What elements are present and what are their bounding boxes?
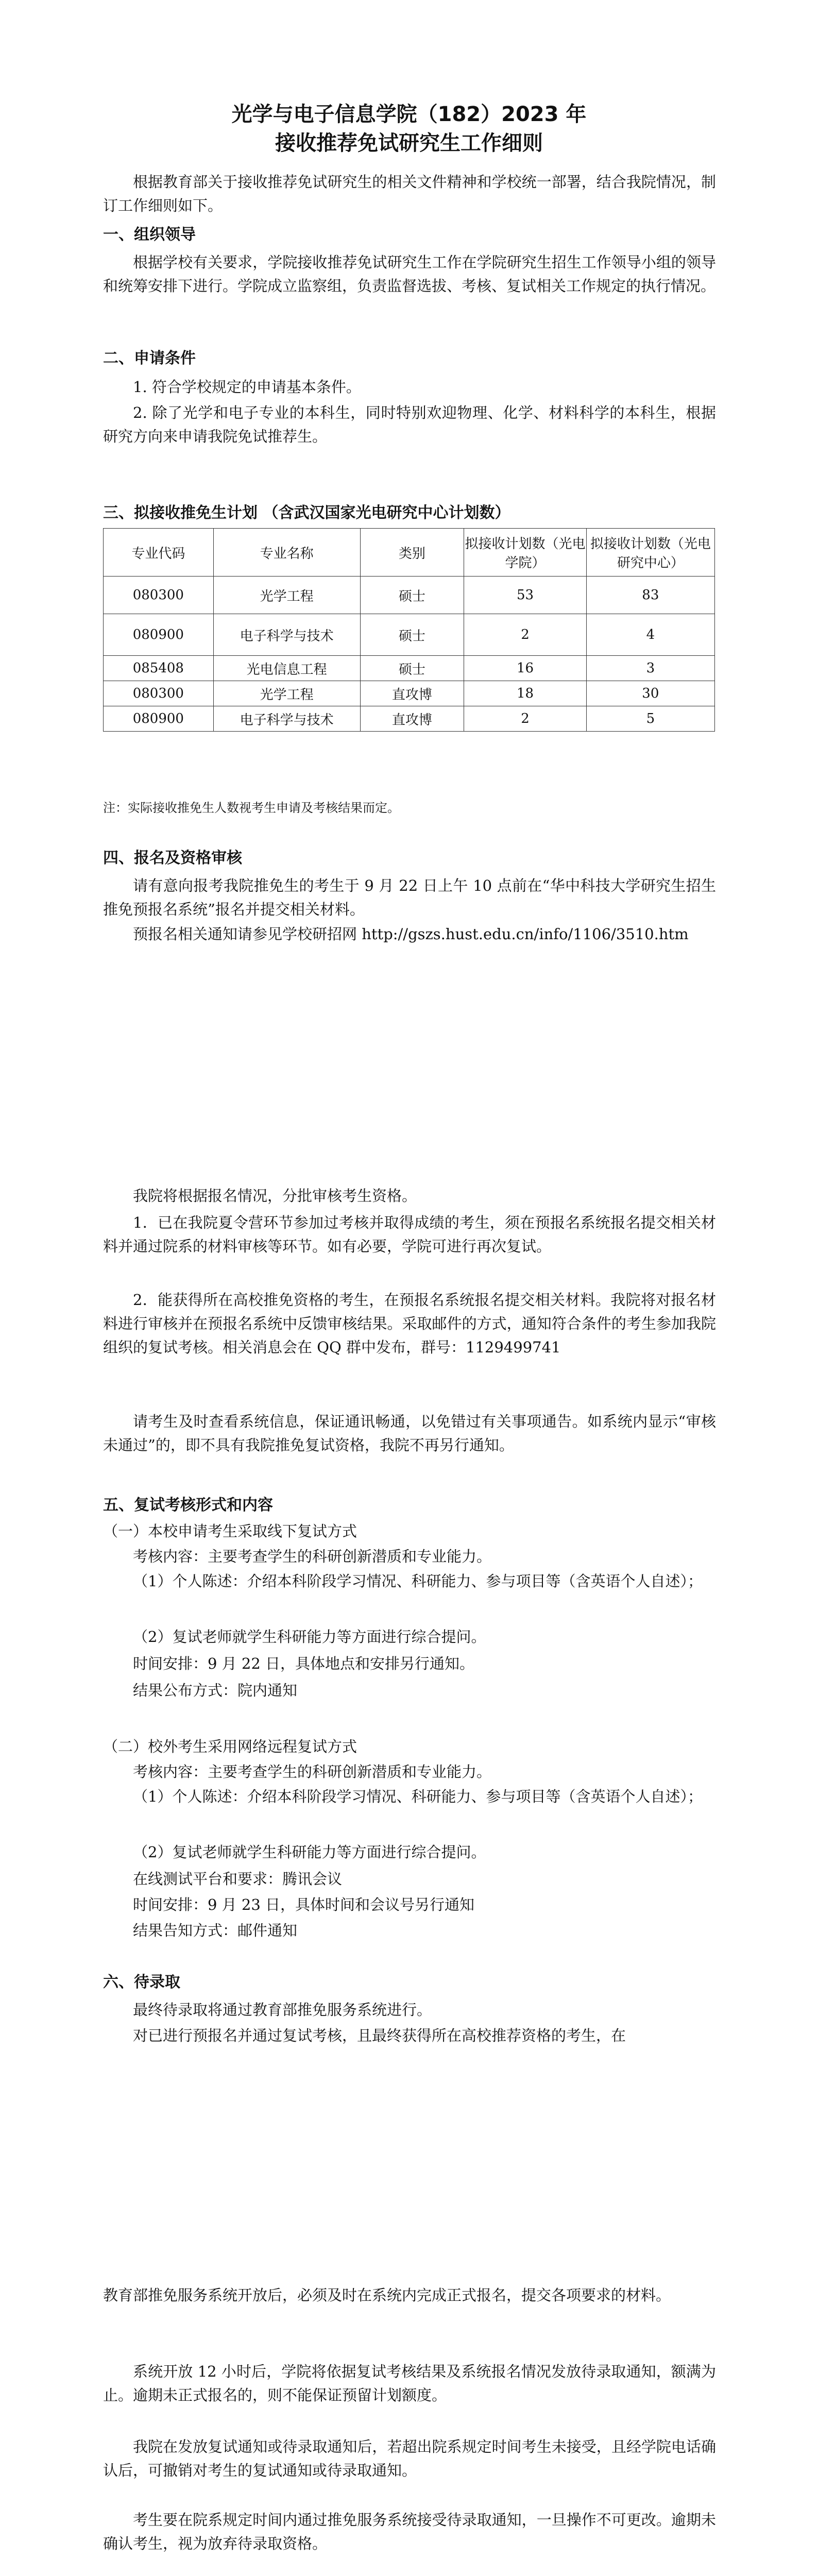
table-cell: 2 bbox=[464, 706, 586, 732]
table-cell: 硕士 bbox=[360, 614, 464, 656]
doc-title-line2: 接收推荐免试研究生工作细则 bbox=[275, 131, 543, 155]
section6-heading: 六、待录取 bbox=[103, 1973, 180, 1991]
table-row bbox=[104, 706, 715, 732]
table-cell: 光学工程 bbox=[213, 681, 360, 706]
table-row bbox=[104, 656, 715, 681]
table-cell: 3 bbox=[586, 656, 714, 681]
table-cell: 080900 bbox=[104, 614, 214, 656]
table-cell: 080900 bbox=[104, 706, 214, 732]
section4-paragraph-1: 请有意向报考我院推免生的考生于 9 月 22 日上午 10 点前在“华中科技大学研究生招生推免预报名系统”报名并提交相关材料。 bbox=[103, 877, 716, 918]
intro-paragraph: 根据教育部关于接收推荐免试研究生的相关文件精神和学校统一部署，结合我院情况，制订工作细则如下。 bbox=[103, 173, 716, 214]
table-header-cell: 拟接收计划数（光电学院） bbox=[464, 529, 586, 577]
section5-b-item2: （2）复试老师就学生科研能力等方面进行综合提问。 bbox=[133, 1843, 486, 1861]
section2-item2: 2. 除了光学和电子专业的本科生，同时特别欢迎物理、化学、材料科学的本科生，根据研究方向来申请我院免试推荐生。 bbox=[103, 404, 716, 445]
section5-sub1: （一）本校申请考生采取线下复试方式 bbox=[103, 1522, 357, 1540]
table-cell: 4 bbox=[586, 614, 714, 656]
table-cell: 2 bbox=[464, 614, 586, 656]
table-cell: 电子科学与技术 bbox=[213, 614, 360, 656]
section5-b-content: 考核内容：主要考查学生的科研创新潜质和专业能力。 bbox=[133, 1763, 492, 1781]
section4-heading: 四、报名及资格审核 bbox=[103, 849, 242, 867]
table-header-cell: 类别 bbox=[360, 529, 464, 577]
section5-a-time: 时间安排：9 月 22 日，具体地点和安排另行通知。 bbox=[133, 1655, 475, 1672]
section4-paragraph-3: 我院将根据报名情况，分批审核考生资格。 bbox=[133, 1187, 417, 1205]
section1-heading: 一、组织领导 bbox=[103, 226, 196, 244]
doc-title-line1: 光学与电子信息学院（182）2023 年 bbox=[231, 103, 587, 126]
section1-body: 根据学校有关要求，学院接收推荐免试研究生工作在学院研究生招生工作领导小组的领导和统筹安排下进行。学院成立监察组，负责监督选拔、考核、复试相关工作规定的执行情况。 bbox=[103, 253, 716, 295]
table-cell: 硕士 bbox=[360, 656, 464, 681]
table-cell: 硕士 bbox=[360, 577, 464, 614]
section6-paragraph-4: 系统开放 12 小时后，学院将依据复试考核结果及系统报名情况发放待录取通知，额满为止。逾期未正式报名的，则不能保证预留计划额度。 bbox=[103, 2363, 716, 2404]
table-cell: 83 bbox=[586, 577, 714, 614]
section5-a-content: 考核内容：主要考查学生的科研创新潜质和专业能力。 bbox=[133, 1548, 492, 1565]
section6-paragraph-6: 考生要在院系规定时间内通过推免服务系统接受待录取通知，一旦操作不可更改。逾期未确认考生，视为放弃待录取资格。 bbox=[103, 2511, 716, 2552]
table-row bbox=[104, 577, 715, 614]
section5-a-item1: （1）个人陈述：介绍本科阶段学习情况、科研能力、参与项目等（含英语个人自述）； bbox=[133, 1572, 703, 1590]
table-cell: 18 bbox=[464, 681, 586, 706]
section4-paragraph-5: 2．能获得所在高校推免资格的考生，在预报名系统报名提交相关材料。我院将对报名材料进行审核并在预报名系统中反馈审核结果。采取邮件的方式，通知符合条件的考生参加我院组织的复试考核。相关消息会在 QQ 群中发布，群号：1129499741 bbox=[103, 1291, 716, 1356]
section5-heading: 五、复试考核形式和内容 bbox=[103, 1496, 273, 1514]
section6-paragraph-3: 教育部推免服务系统开放后，必须及时在系统内完成正式报名，提交各项要求的材料。 bbox=[103, 2286, 671, 2304]
section5-b-time: 时间安排：9 月 23 日，具体时间和会议号另行通知 bbox=[133, 1896, 475, 1913]
table-cell: 光电信息工程 bbox=[213, 656, 360, 681]
section6-paragraph-2: 对已进行预报名并通过复试考核，且最终获得所在高校推荐资格的考生，在 bbox=[133, 2027, 626, 2044]
section5-b-item1: （1）个人陈述：介绍本科阶段学习情况、科研能力、参与项目等（含英语个人自述）； bbox=[133, 1788, 703, 1805]
table-cell: 电子科学与技术 bbox=[213, 706, 360, 732]
table-cell: 30 bbox=[586, 681, 714, 706]
section4-paragraph-4: 1．已在我院夏令营环节参加过考核并取得成绩的考生，须在预报名系统报名提交相关材料并通过院系的材料审核等环节。如有必要，学院可进行再次复试。 bbox=[103, 1214, 716, 1255]
section5-b-result: 结果告知方式：邮件通知 bbox=[133, 1922, 298, 1939]
table-cell: 直攻博 bbox=[360, 706, 464, 732]
table-cell: 光学工程 bbox=[213, 577, 360, 614]
quota-table bbox=[103, 528, 715, 732]
table-cell: 53 bbox=[464, 577, 586, 614]
table-header-row bbox=[104, 529, 715, 577]
section5-b-platform: 在线测试平台和要求：腾讯会议 bbox=[133, 1870, 343, 1888]
section6-paragraph-1: 最终待录取将通过教育部推免服务系统进行。 bbox=[133, 2001, 432, 2019]
table-header-cell: 专业代码 bbox=[104, 529, 214, 577]
table-row bbox=[104, 614, 715, 656]
table-cell: 直攻博 bbox=[360, 681, 464, 706]
section4-paragraph-6: 请考生及时查看系统信息，保证通讯畅通，以免错过有关事项通告。如系统内显示“审核未通过”的，即不具有我院推免复试资格，我院不再另行通知。 bbox=[103, 1413, 716, 1454]
table-header-cell: 专业名称 bbox=[213, 529, 360, 577]
table-note: 注：实际接收推免生人数视考生申请及考核结果而定。 bbox=[103, 801, 400, 815]
section5-a-item2: （2）复试老师就学生科研能力等方面进行综合提问。 bbox=[133, 1628, 486, 1646]
table-cell: 085408 bbox=[104, 656, 214, 681]
section5-sub2: （二）校外考生采用网络远程复试方式 bbox=[103, 1738, 357, 1755]
section6-paragraph-5: 我院在发放复试通知或待录取通知后，若超出院系规定时间考生未接受，且经学院电话确认后，可撤销对考生的复试通知或待录取通知。 bbox=[103, 2438, 716, 2479]
section5-a-result: 结果公布方式：院内通知 bbox=[133, 1682, 298, 1699]
section2-heading: 二、申请条件 bbox=[103, 349, 196, 367]
table-cell: 16 bbox=[464, 656, 586, 681]
section4-paragraph-2: 预报名相关通知请参见学校研招网 http://gszs.hust.edu.cn/info/1106/3510.htm bbox=[133, 925, 689, 943]
table-cell: 080300 bbox=[104, 577, 214, 614]
section3-heading: 三、拟接收推免生计划 （含武汉国家光电研究中心计划数） bbox=[103, 504, 510, 522]
table-cell: 080300 bbox=[104, 681, 214, 706]
section2-item1: 1. 符合学校规定的申请基本条件。 bbox=[133, 378, 361, 396]
table-header-cell: 拟接收计划数（光电研究中心） bbox=[586, 529, 714, 577]
table-row bbox=[104, 681, 715, 706]
table-cell: 5 bbox=[586, 706, 714, 732]
